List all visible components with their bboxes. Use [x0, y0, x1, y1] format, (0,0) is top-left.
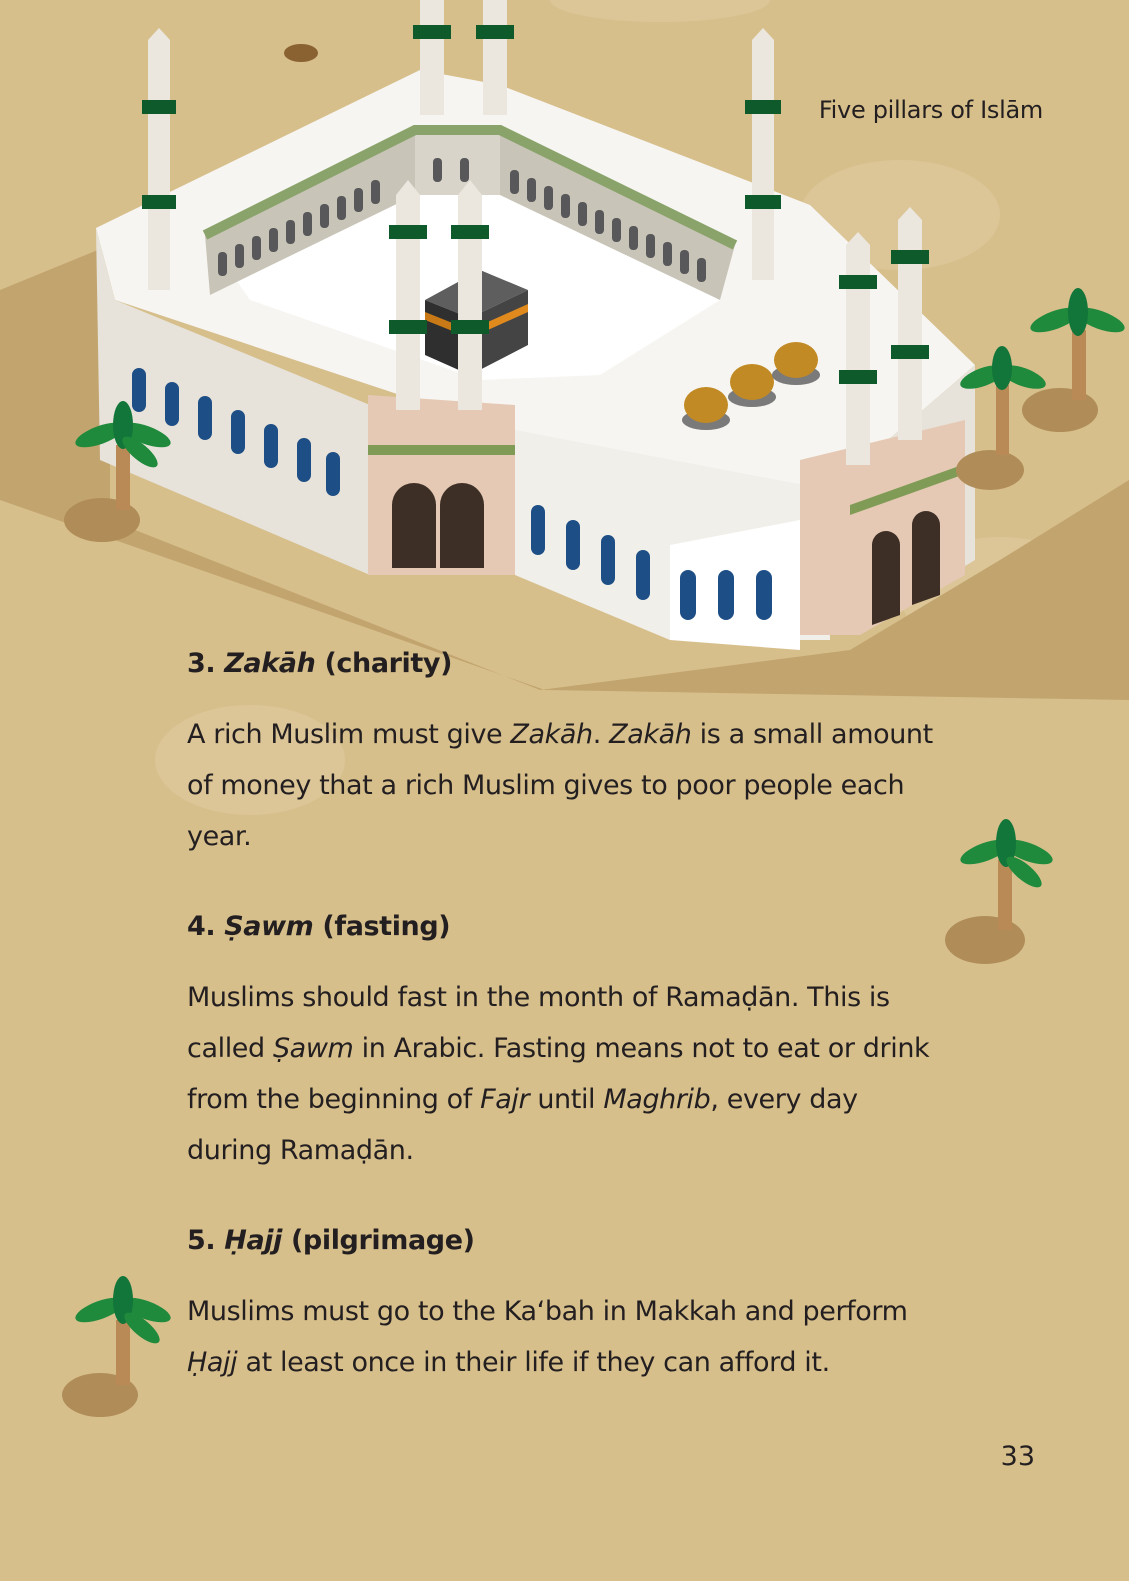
section-sawm: [187, 911, 947, 1176]
body-term: Zakāh: [510, 719, 593, 750]
section-term: Ṣawm: [224, 911, 314, 942]
section-body: [187, 972, 947, 1176]
section-zakah: [187, 648, 947, 862]
stone: [284, 44, 318, 62]
section-gloss: (charity): [324, 648, 453, 679]
section-number: 5.: [187, 1225, 216, 1256]
section-gloss: (fasting): [322, 911, 451, 942]
inner-arcade-center: [415, 130, 500, 195]
section-body: [187, 709, 947, 862]
section-body: [187, 1286, 947, 1388]
section-hajj: [187, 1225, 947, 1388]
section-term: Zakāh: [224, 648, 316, 679]
body-term: Zakāh: [609, 719, 692, 750]
section-term: Ḥajj: [224, 1225, 282, 1256]
section-number: 3.: [187, 648, 216, 679]
section-gloss: (pilgrimage): [290, 1225, 475, 1256]
body-term: Ṣawm: [272, 1033, 354, 1064]
palm-tree: [62, 1276, 174, 1417]
section-heading: [187, 911, 947, 942]
body-text: at least once in their life if they can afford it.: [237, 1347, 830, 1378]
body-text: until: [529, 1084, 604, 1115]
body-text: Muslims should fast in the month of Ramaḍān. This is called: [187, 982, 890, 1064]
body-term: Fajr: [480, 1084, 530, 1115]
background-blob: [550, 0, 770, 22]
body-text: is a small amount of money that a rich Muslim gives to poor people each year.: [187, 719, 933, 852]
palm-tree: [945, 819, 1056, 964]
body-term: Maghrib: [603, 1084, 711, 1115]
section-heading: [187, 1225, 947, 1256]
running-head: Five pillars of Islām: [818, 96, 1043, 124]
body-term: Ḥajj: [187, 1347, 238, 1378]
body-text: , every day during Ramaḍān.: [187, 1084, 858, 1166]
body-text: A rich Muslim must give: [187, 719, 511, 750]
gate-left: [368, 395, 515, 575]
section-number: 4.: [187, 911, 216, 942]
page-number: 33: [1000, 1441, 1035, 1472]
section-heading: [187, 648, 947, 679]
body-text: .: [592, 719, 610, 750]
body-text: in Arabic. Fasting means not to eat or drink from the beginning of: [187, 1033, 930, 1115]
body-text: Muslims must go to the Ka‘bah in Makkah and perform: [187, 1296, 908, 1327]
palm-tree: [1022, 288, 1128, 432]
